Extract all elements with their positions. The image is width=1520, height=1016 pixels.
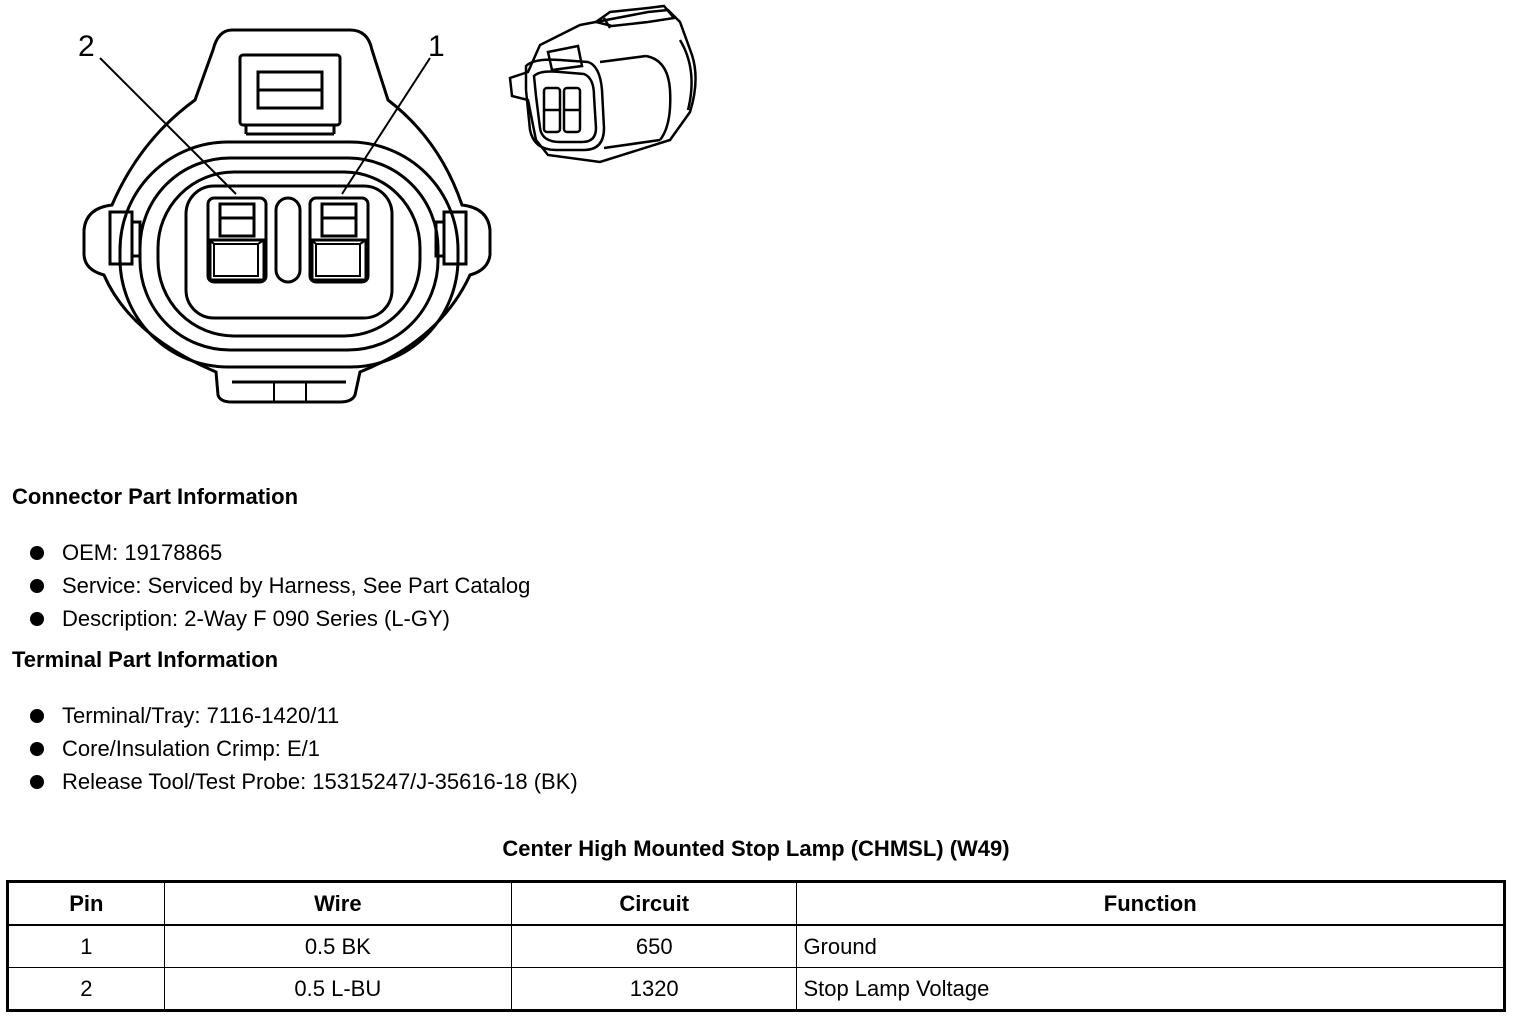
table-row: [8, 925, 1505, 968]
table-title: Center High Mounted Stop Lamp (CHMSL) (W49): [502, 836, 1010, 861]
pinout-table: [6, 880, 1506, 1012]
column-header-wire: Wire: [164, 882, 511, 926]
cell-function: Ground: [797, 925, 1505, 968]
cell-circuit: 650: [511, 925, 796, 968]
column-header-circuit: Circuit: [511, 882, 796, 926]
connector-info-list: [30, 536, 530, 635]
list-item: Core/Insulation Crimp: E/1: [30, 732, 578, 765]
terminal-info-heading: Terminal Part Information: [12, 647, 279, 672]
column-header-pin: Pin: [8, 882, 165, 926]
terminal-info-list: [30, 699, 578, 798]
list-item: Service: Serviced by Harness, See Part Catalog: [30, 569, 530, 602]
center-key: [276, 198, 300, 282]
bullet-icon: [30, 546, 44, 560]
cell-pin: 2: [8, 968, 165, 1011]
bullet-icon: [30, 579, 44, 593]
cell-circuit: 1320: [511, 968, 796, 1011]
pin-callout-2: 2: [78, 30, 95, 63]
list-item: Terminal/Tray: 7116-1420/11: [30, 699, 578, 732]
list-item: Release Tool/Test Probe: 15315247/J-35616-18 (BK): [30, 765, 578, 798]
cell-wire: 0.5 L-BU: [164, 968, 511, 1011]
leader-line-pin-2: [100, 58, 236, 194]
connector-diagram: [0, 0, 760, 420]
table-header-row: [8, 882, 1505, 926]
bullet-icon: [30, 709, 44, 723]
pin-cavity-2: [208, 198, 266, 282]
table-row: [8, 968, 1505, 1011]
cell-wire: 0.5 BK: [164, 925, 511, 968]
column-header-function: Function: [797, 882, 1505, 926]
pin-cavity-1: [310, 198, 368, 282]
pin-callout-1: 1: [428, 30, 445, 63]
list-item: Description: 2-Way F 090 Series (L-GY): [30, 602, 530, 635]
cell-function: Stop Lamp Voltage: [797, 968, 1505, 1011]
connector-info-heading: Connector Part Information: [12, 484, 299, 509]
connector-isometric-view: [510, 6, 696, 162]
bullet-icon: [30, 612, 44, 626]
connector-face-view: [84, 30, 490, 402]
list-item: OEM: 19178865: [30, 536, 530, 569]
bullet-icon: [30, 742, 44, 756]
cell-pin: 1: [8, 925, 165, 968]
bullet-icon: [30, 775, 44, 789]
